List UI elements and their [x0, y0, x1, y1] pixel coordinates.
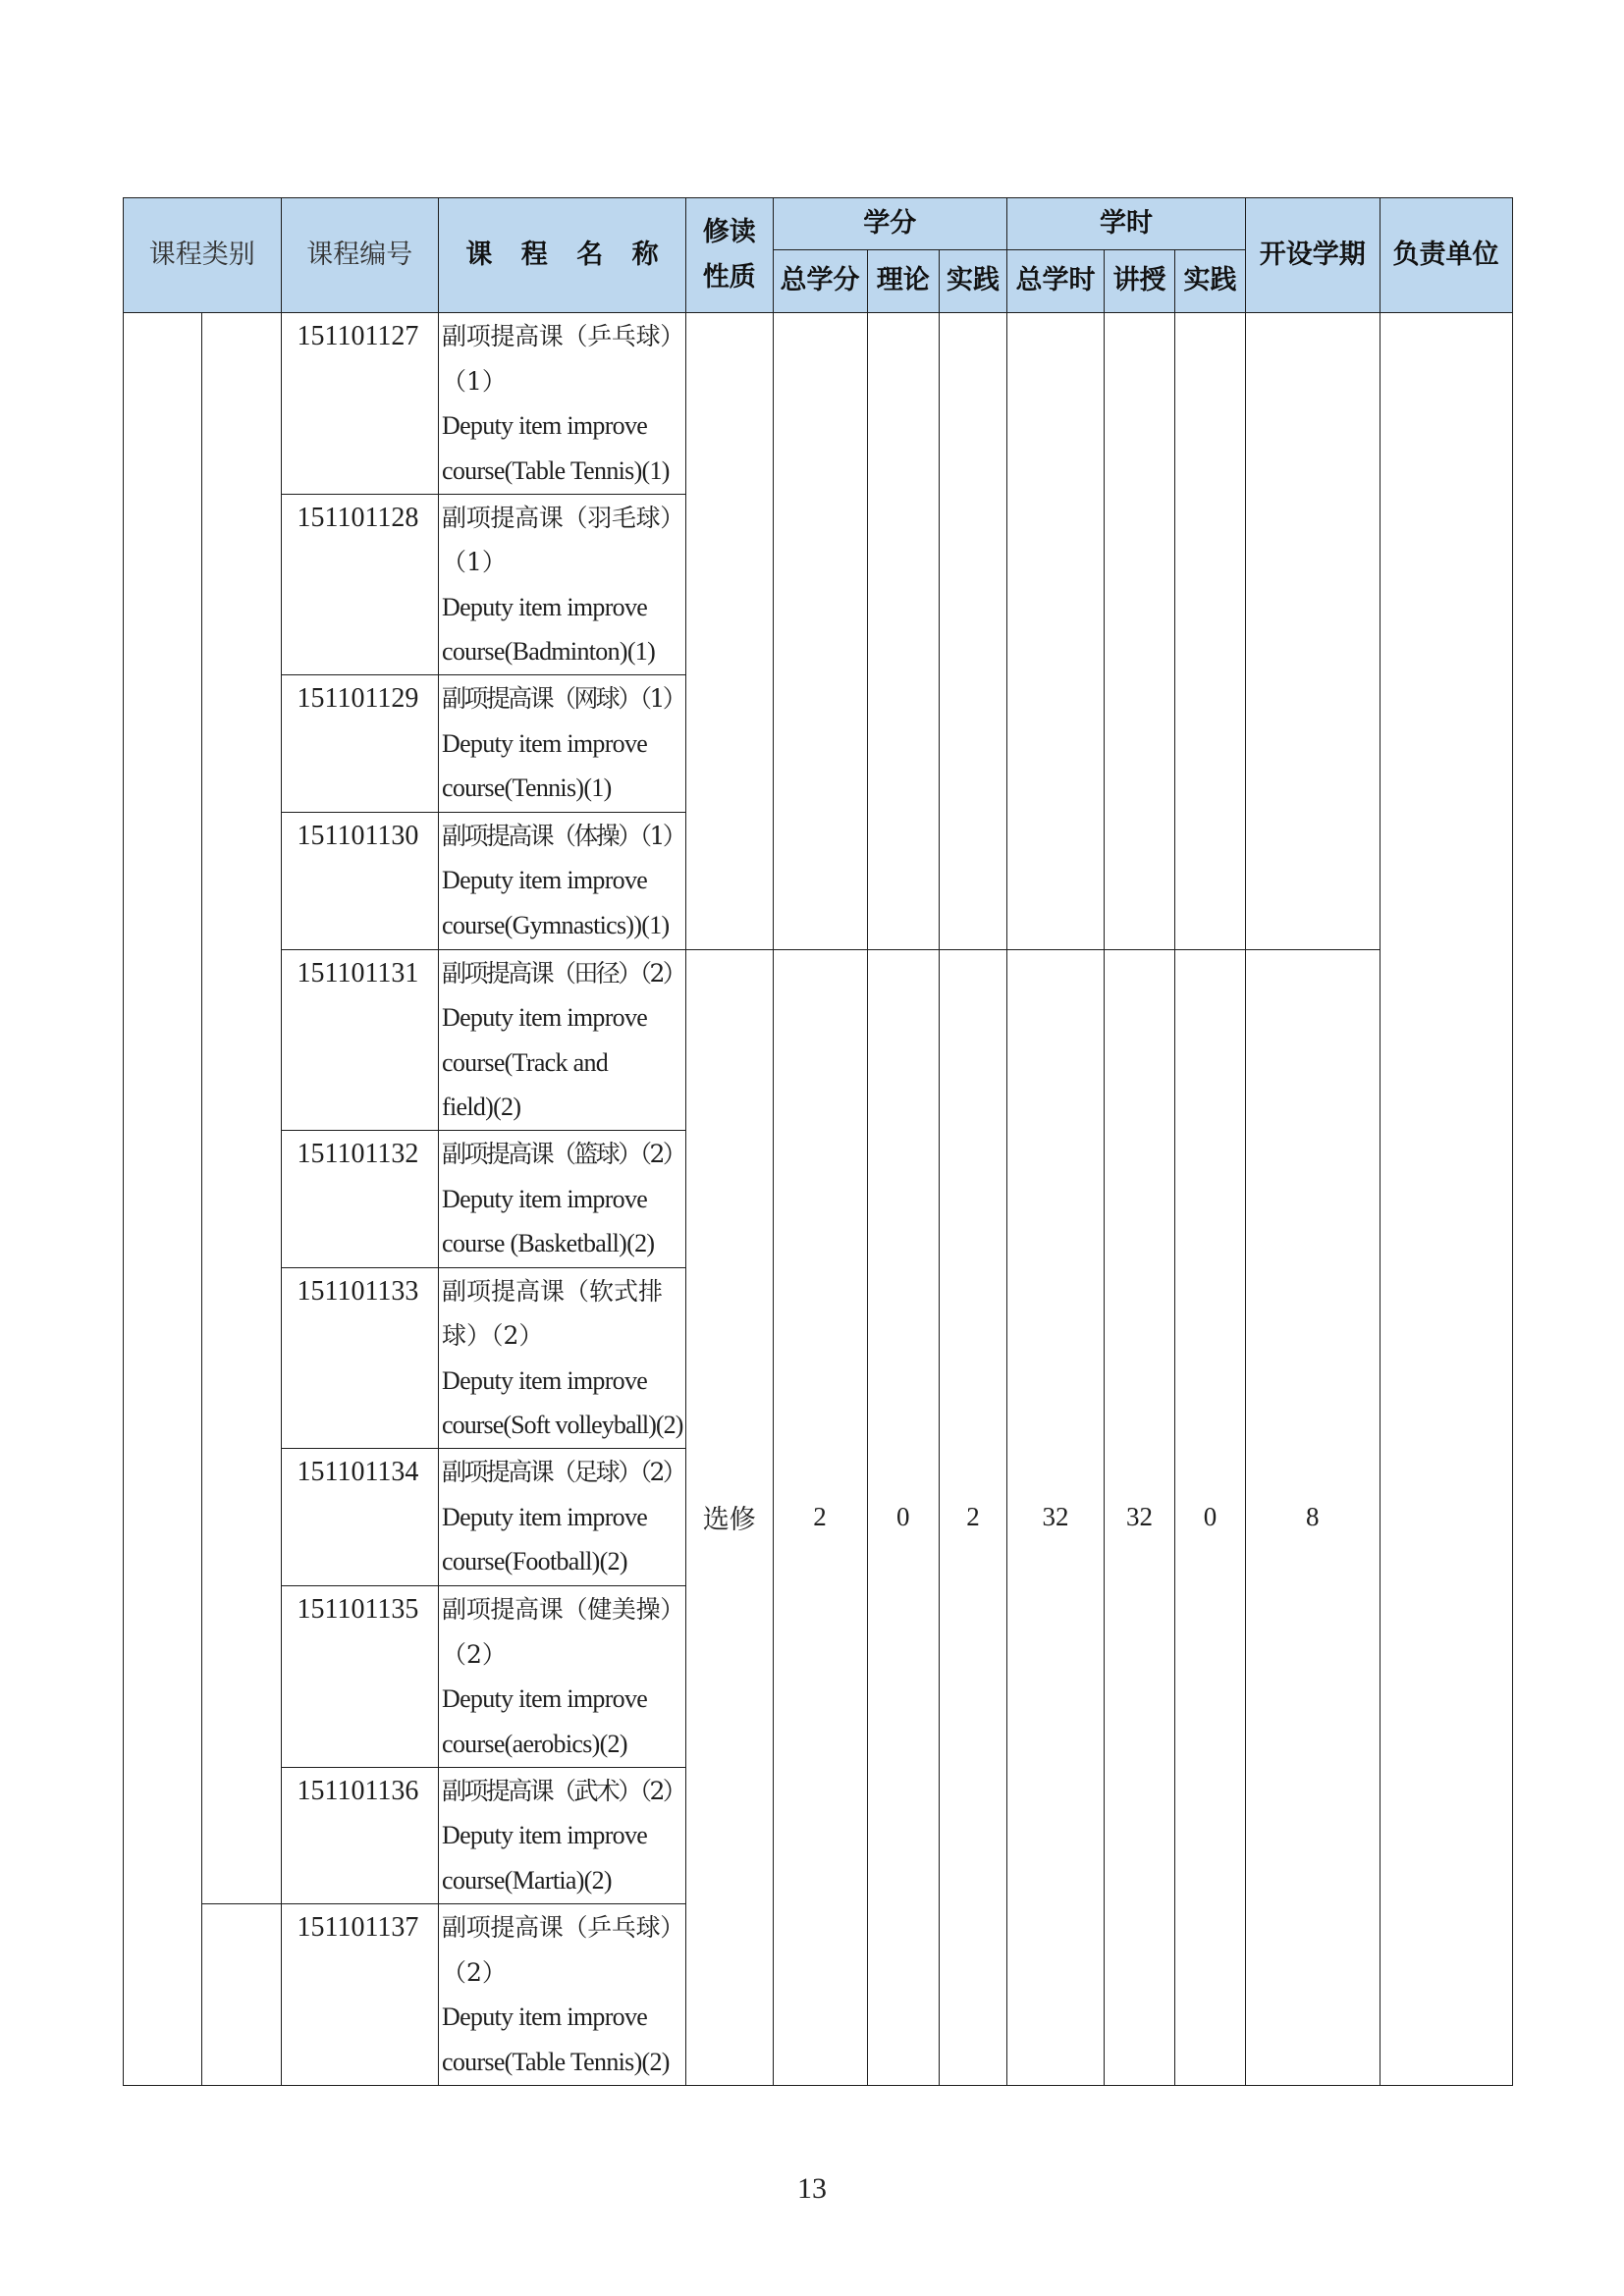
course-subcategory-cell: [201, 313, 281, 1904]
course-name-en-line: Deputy item improve: [442, 411, 648, 440]
header-semester: 开设学期: [1246, 198, 1380, 313]
table-body: [124, 313, 1513, 2086]
course-name: [439, 1586, 686, 1768]
course-name-cn-line: 副项提高课（武术）（2）: [442, 1776, 685, 1805]
course-name-en-line: course (Basketball)(2): [442, 1229, 655, 1258]
course-row: [124, 949, 1513, 1131]
semester-cell-prev: [1246, 313, 1380, 950]
course-name: [439, 494, 686, 675]
table-header: [124, 198, 1513, 313]
study-type-cell-prev: [686, 313, 774, 950]
header-hours-group: 学时: [1007, 198, 1246, 250]
course-name-cn-line: 球）（2）: [442, 1321, 544, 1351]
course-name-en-line: Deputy item improve: [442, 592, 648, 621]
course-name: [439, 949, 686, 1131]
course-name-en-line: course(Football)(2): [442, 1547, 627, 1576]
course-name-cn-line: （2）: [442, 1639, 507, 1669]
course-name-cn-line: 副项提高课（乒乓球）: [442, 322, 685, 350]
course-code: 151101134: [281, 1449, 439, 1586]
credits-practice-cell-prev: [940, 313, 1007, 950]
course-name-en-line: course(Tennis)(1): [442, 774, 612, 802]
course-name: [439, 1267, 686, 1449]
course-name-cn-line: 副项提高课（篮球）（2）: [442, 1140, 685, 1169]
credits-total-cell-prev: [773, 313, 867, 950]
course-name-cn-line: 副项提高课（足球）（2）: [442, 1458, 685, 1487]
header-department: 负责单位: [1380, 198, 1512, 313]
course-name: [439, 1904, 686, 2086]
course-name-en-line: course(Track and: [442, 1047, 609, 1077]
course-name-en-line: course(Badminton)(1): [442, 637, 656, 666]
course-name-en-line: Deputy item improve: [442, 1821, 648, 1850]
course-name-cn-line: 副项提高课（软式排: [442, 1276, 664, 1306]
course-code: 151101127: [281, 313, 439, 495]
course-name-en-line: course(Gymnastics))(1): [442, 910, 670, 939]
hours-lecture-cell-prev: [1105, 313, 1175, 950]
credits-theory-value: 0: [867, 949, 940, 2085]
course-code: 151101137: [281, 1904, 439, 2086]
semester-value: 8: [1246, 949, 1380, 2085]
course-name-en-line: Deputy item improve: [442, 1502, 648, 1531]
hours-practice-cell-prev: [1175, 313, 1246, 950]
header-study-type: 修读性质: [686, 198, 774, 313]
course-code: 151101129: [281, 675, 439, 813]
course-code: 151101130: [281, 812, 439, 949]
course-name: [439, 1449, 686, 1586]
study-type-value: 选修: [686, 949, 774, 2085]
header-credits-practice: 实践: [940, 249, 1007, 313]
course-code: 151101131: [281, 949, 439, 1131]
course-name-cn-line: （1）: [442, 548, 507, 576]
course-name-en-line: Deputy item improve: [442, 1365, 648, 1395]
page-number: 13: [797, 2172, 827, 2205]
hours-total-cell-prev: [1007, 313, 1105, 950]
credits-theory-cell-prev: [867, 313, 940, 950]
course-name-cn-line: 副项提高课（田径）（2）: [442, 958, 685, 988]
course-name-en-line: Deputy item improve: [442, 866, 648, 895]
course-name-en-line: Deputy item improve: [442, 1003, 648, 1033]
header-hours-lecture: 讲授: [1105, 249, 1175, 313]
hours-practice-value: 0: [1175, 949, 1246, 2085]
course-name-en-line: course(aerobics)(2): [442, 1729, 627, 1758]
header-credits-theory: 理论: [867, 249, 940, 313]
hours-lecture-value: 32: [1105, 949, 1175, 2085]
course-name: [439, 1767, 686, 1904]
course-plan-table: [123, 197, 1513, 2086]
header-course-name: 课 程 名 称: [439, 198, 686, 313]
hours-total-value: 32: [1007, 949, 1105, 2085]
course-category-cell: [124, 313, 202, 2086]
header-credits-total: 总学分: [773, 249, 867, 313]
course-name-cn-line: 副项提高课（乒乓球）: [442, 1913, 685, 1943]
header-credits-group: 学分: [773, 198, 1007, 250]
course-name-en-line: field)(2): [442, 1093, 521, 1122]
department-cell: [1380, 313, 1512, 2086]
course-name-cn-line: 副项提高课（羽毛球）: [442, 503, 685, 532]
course-name-cn-line: 副项提高课（健美操）: [442, 1595, 685, 1625]
header-course-category: 课程类别: [124, 198, 282, 313]
header-course-code: 课程编号: [281, 198, 439, 313]
course-name: [439, 812, 686, 949]
course-name-cn-line: 副项提高课（网球）（1）: [442, 684, 685, 713]
header-hours-total: 总学时: [1007, 249, 1105, 313]
course-code: 151101133: [281, 1267, 439, 1449]
credits-total-value: 2: [773, 949, 867, 2085]
course-code: 151101128: [281, 494, 439, 675]
course-name: [439, 1131, 686, 1268]
course-subcategory-cell-next: [201, 1904, 281, 2086]
course-code: 151101132: [281, 1131, 439, 1268]
course-name-en-line: course(Martia)(2): [442, 1865, 612, 1895]
course-code: 151101136: [281, 1767, 439, 1904]
course-name-en-line: Deputy item improve: [442, 728, 648, 758]
header-row-top: [124, 198, 1513, 250]
course-name-en-line: course(Table Tennis)(2): [442, 2047, 670, 2076]
course-name-en-line: course(Soft volleyball)(2): [442, 1411, 683, 1440]
course-name: [439, 675, 686, 813]
course-row: [124, 313, 1513, 495]
course-name-cn-line: （2）: [442, 1957, 507, 1987]
course-name: [439, 313, 686, 495]
course-name-en-line: Deputy item improve: [442, 1184, 648, 1213]
course-name-en-line: Deputy item improve: [442, 1684, 648, 1714]
course-name-cn-line: （1）: [442, 366, 507, 396]
course-name-cn-line: 副项提高课（体操）（1）: [442, 821, 685, 850]
header-hours-practice: 实践: [1175, 249, 1246, 313]
course-name-en-line: Deputy item improve: [442, 2002, 648, 2032]
course-code: 151101135: [281, 1586, 439, 1768]
credits-practice-value: 2: [940, 949, 1007, 2085]
course-name-en-line: course(Table Tennis)(1): [442, 455, 670, 485]
